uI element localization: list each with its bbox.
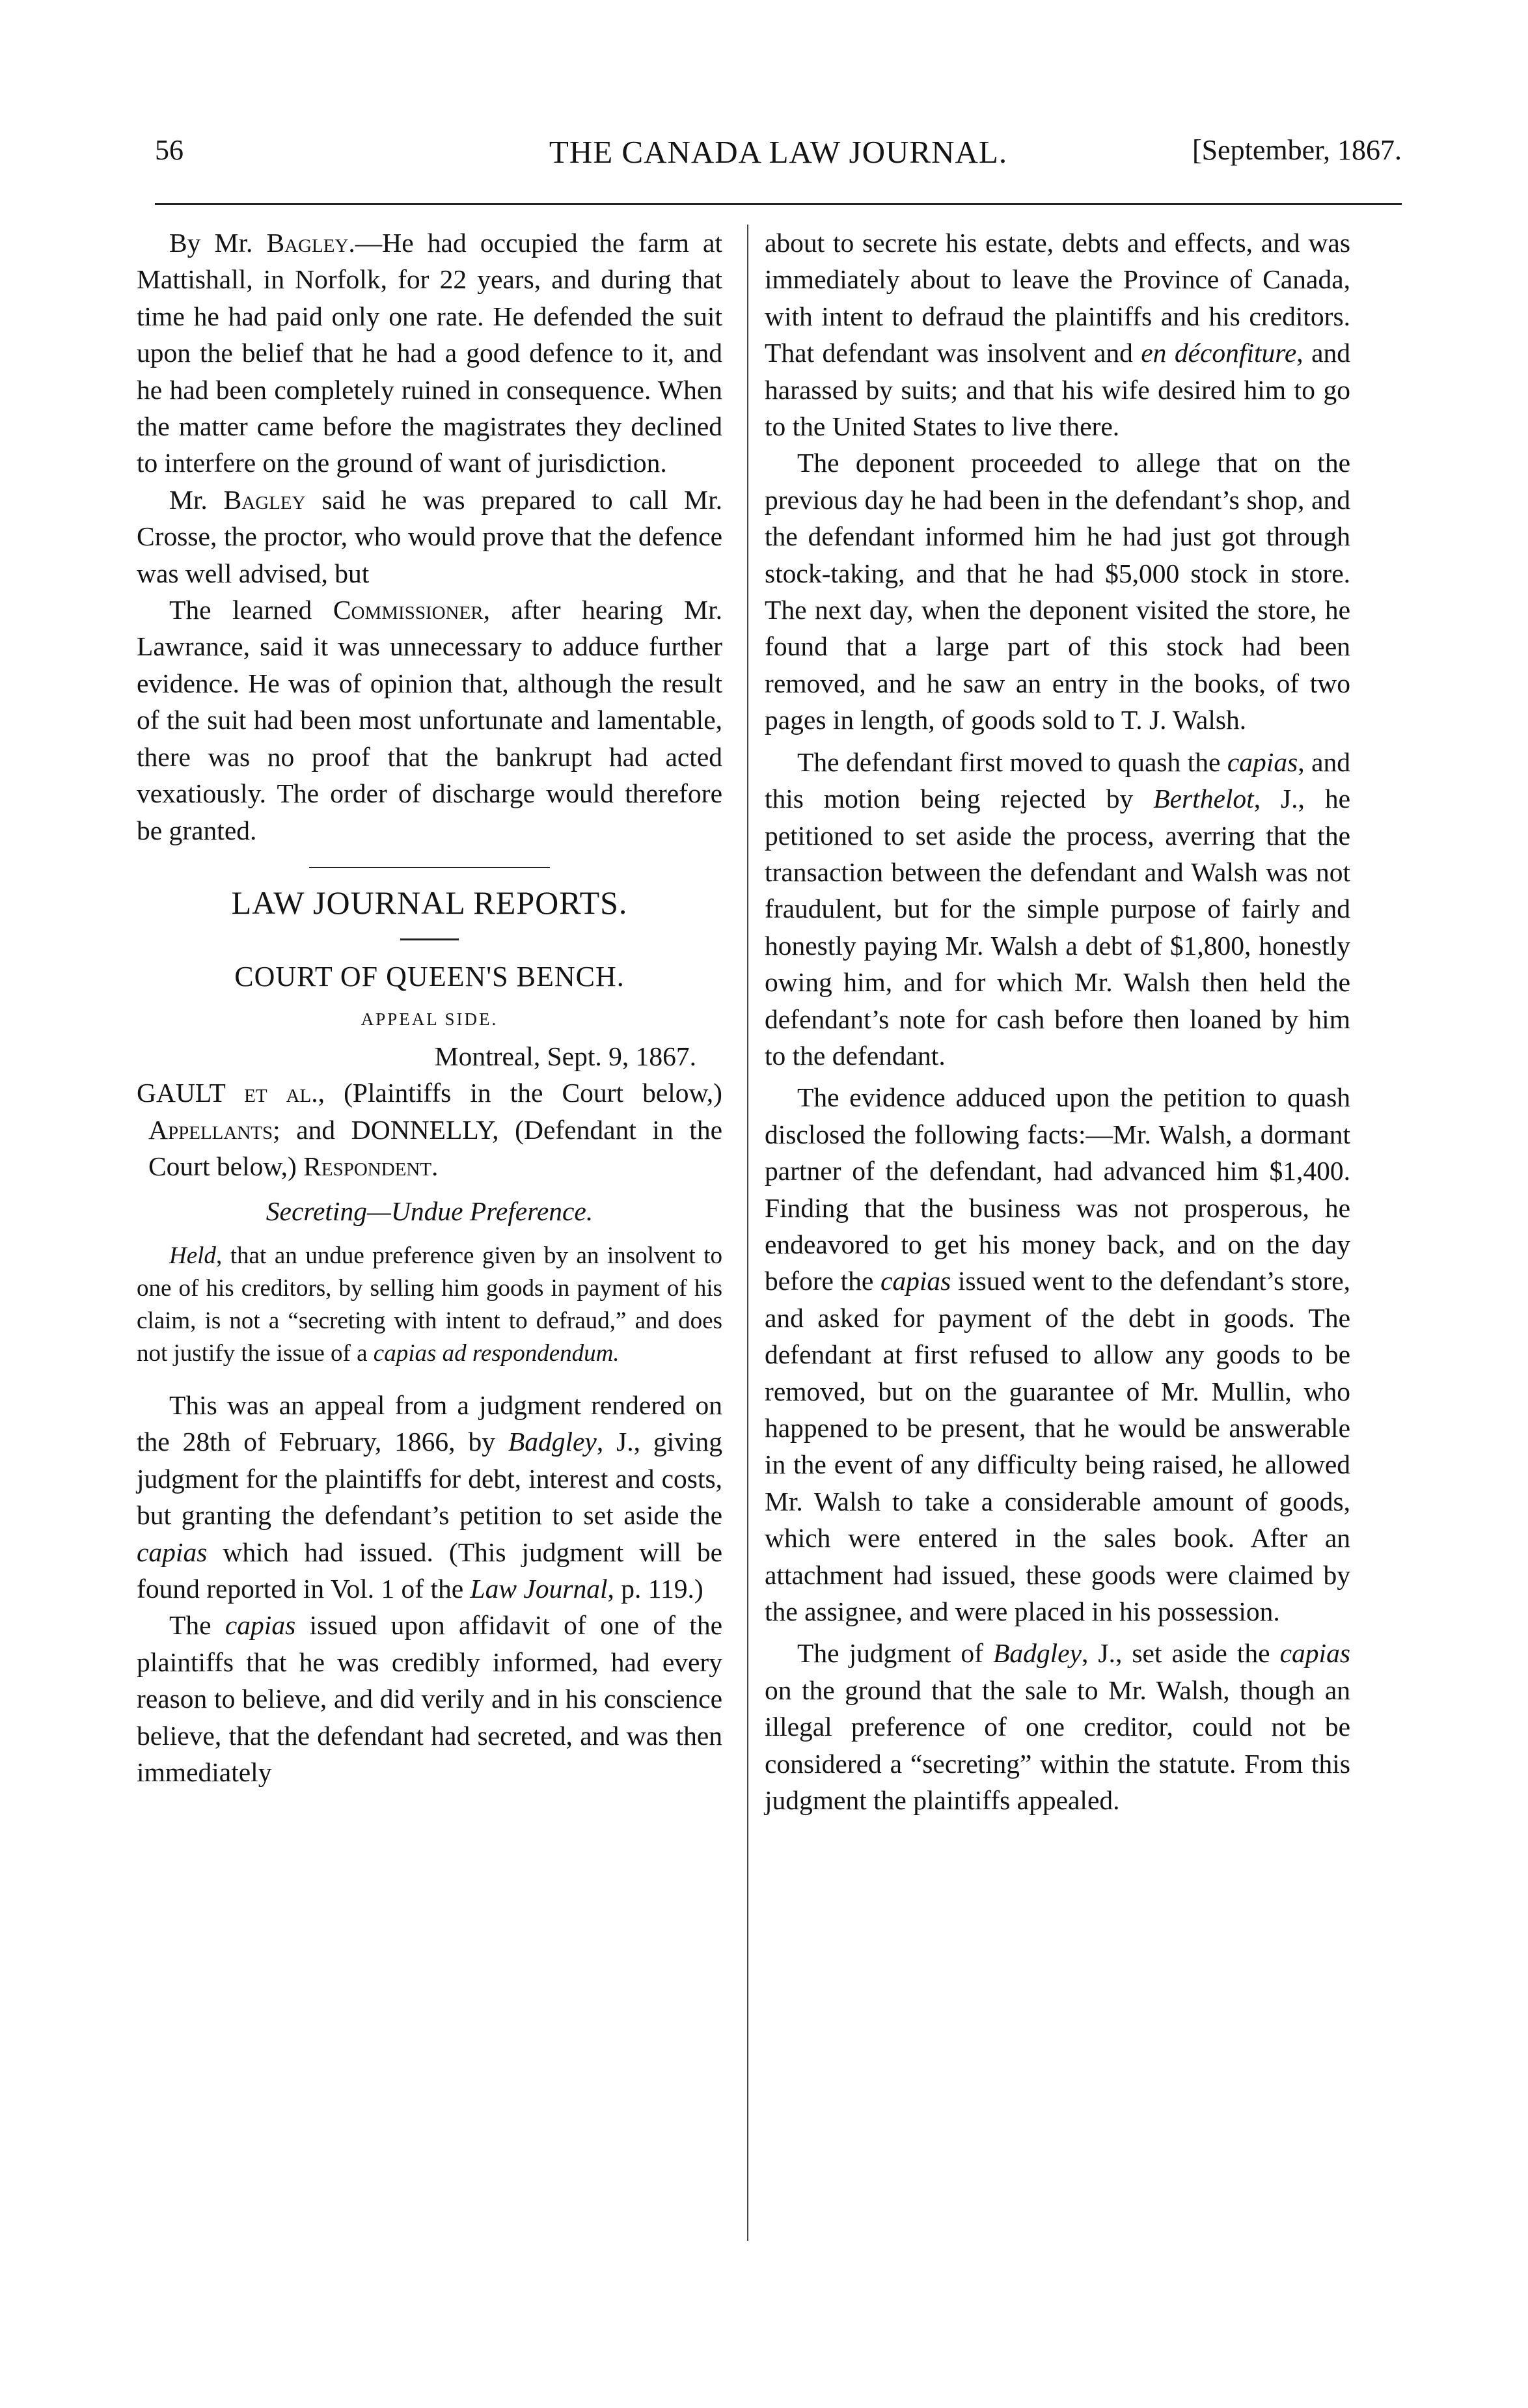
- smallcaps-run: Bagley: [223, 484, 306, 515]
- text-run: The deponent proceeded to allege that on the previous day he had been in the defendant’s shop, and the defendant informed him he had just got through stock-taking, and that he had $5,000 stock in store. The next day, when the deponent visited the store, he found that a large part of this stock had been removed, and he saw an entry in the books, of two pages in length, of goods sold to T. J. Walsh.: [765, 448, 1350, 735]
- paragraph: [137, 1387, 722, 1607]
- text-run: The: [169, 1610, 225, 1641]
- paragraph: [137, 592, 722, 849]
- italic-run: Badgley: [508, 1427, 597, 1457]
- text-run: , J., giving judgment for the plaintiffs for debt, interest and costs, but granting the defendant’s petition to set aside the: [137, 1427, 722, 1531]
- text-run: which had issued. (This judgment will be found reported in Vol. 1 of the: [137, 1537, 722, 1604]
- paragraph: [765, 1079, 1350, 1630]
- text-run: By Mr.: [169, 228, 267, 258]
- text-run: , and harassed by suits; and that his wife desired him to go to the United States to live there.: [765, 338, 1350, 442]
- case-title: [137, 1074, 722, 1184]
- court-heading: COURT OF QUEEN'S BENCH.: [234, 960, 625, 992]
- smallcaps-run: Respondent.: [303, 1151, 439, 1182]
- text-run: , after hearing Mr. Lawrance, said it was unnecessary to adduce further evidence. He was of opinion that, although the result of the suit had been most unfortunate and lamentable, there was no proof that the bankrupt had acted vexatiously. The order of discharge would therefore be granted.: [137, 595, 722, 845]
- text-run: , J., set aside the: [1082, 1638, 1280, 1669]
- text-run: .—He had occupied the farm at Mattishall, in Norfolk, for 22 years, and during that time he had paid only one rate. He defended the suit upon the belief that he had a good defence to it, and he had been completely ruined in consequence. When the matter came before the magistrates they declined to interfere on the ground of want of jurisdiction.: [137, 228, 722, 478]
- text-run: ; and DONNELLY, (Defendant in the Court below,): [148, 1114, 722, 1182]
- column-divider: [747, 225, 748, 2241]
- paragraph: [765, 744, 1350, 1074]
- headnote: [137, 1240, 722, 1370]
- italic-run: capias ad respondendum.: [373, 1339, 620, 1367]
- header-rule: [155, 203, 1402, 205]
- dateline: Montreal, Sept. 9, 1867.: [434, 1041, 696, 1071]
- text-run: This was an appeal from a judgment rendered on the 28th of February, 1866, by: [137, 1389, 722, 1457]
- italic-run: Held: [169, 1242, 216, 1269]
- page-header: [155, 133, 1402, 179]
- smallcaps-run: Commissioner: [333, 595, 484, 625]
- paragraph: [137, 225, 722, 482]
- paragraph: [765, 1635, 1350, 1818]
- text-run: , that an undue preference given by an insolvent to one of his creditors, by selling him goods in payment of his claim, is not a “secreting with intent to defraud,” and does not justify the issue of a: [137, 1242, 722, 1367]
- paragraph: [137, 482, 722, 592]
- issue-date: [September, 1867.: [1192, 134, 1402, 166]
- right-column: [765, 225, 1350, 1818]
- text-run: The learned: [169, 595, 333, 625]
- text-run: The judgment of: [797, 1638, 994, 1669]
- text-run: GAULT: [137, 1078, 245, 1108]
- court-subheading: APPEAL SIDE.: [361, 1009, 498, 1029]
- section-heading: LAW JOURNAL REPORTS.: [231, 884, 628, 921]
- case-topic: Secreting—Undue Preference.: [266, 1196, 593, 1226]
- text-run: about to secrete his estate, debts and effects, and was immediately about to leave the Province of Canada, with intent to defraud the plaintiffs and his creditors. That defendant was insolvent and: [765, 228, 1350, 368]
- italic-run: capias: [1227, 746, 1298, 777]
- smallcaps-run: Appellants: [148, 1114, 273, 1145]
- text-run: The defendant first moved to quash the: [797, 746, 1227, 777]
- italic-run: capias: [1279, 1638, 1350, 1669]
- text-run: on the ground that the sale to Mr. Walsh, though an illegal preference of one creditor, could not be considered a “secreting” within the statute. From this judgment the plaintiffs appealed.: [765, 1675, 1350, 1816]
- italic-run: Badgley: [993, 1638, 1082, 1669]
- italic-run: Berthelot: [1153, 784, 1254, 814]
- left-column: [137, 225, 722, 1790]
- text-run: The evidence adduced upon the petition to quash disclosed the following facts:—Mr. Walsh, a dormant partner of the defendant, had advanced him $1,400. Finding that the business was not prosperous, he endeavored to get his money back, and on the day before the: [765, 1082, 1350, 1296]
- text-run: Mr.: [169, 484, 224, 515]
- paragraph: [137, 1607, 722, 1790]
- italic-run: capias: [137, 1537, 208, 1567]
- text-run: , p. 119.): [607, 1573, 703, 1604]
- page-number: 56: [155, 134, 184, 166]
- text-run: issued upon affidavit of one of the plaintiffs that he was credibly informed, had every reason to believe, and did verily and in his conscience believe, that the defendant had secreted, and was then immediately: [137, 1610, 722, 1787]
- heading-divider: [400, 938, 459, 940]
- text-run: , J., he petitioned to set aside the process, averring that the transaction between the defendant and Walsh was not fraudulent, but for the simple purpose of fairly and honestly paying Mr. Walsh a debt of $1,800, honestly owing him, and for which Mr. Walsh then held the defendant’s note for cash before then loaned by him to the defendant.: [765, 784, 1351, 1071]
- paragraph: [765, 445, 1350, 738]
- italic-run: capias: [225, 1610, 296, 1641]
- italic-run: Law Journal: [470, 1573, 608, 1604]
- smallcaps-run: Bagley: [266, 228, 349, 258]
- smallcaps-run: et al.: [244, 1078, 318, 1108]
- italic-run: capias: [880, 1266, 951, 1296]
- paragraph: [765, 225, 1350, 445]
- text-run: issued went to the defendant’s store, and asked for payment of the debt in goods. The defendant at first refused to allow any goods to be removed, but on the guarantee of Mr. Mullin, who happened to be present, that he would be answerable in the event of any difficulty being raised, he allowed Mr. Walsh to take a considerable amount of goods, which were entered in the sales book. After an attachment had issued, these goods were claimed by the assignee, and were placed in his possession.: [765, 1266, 1350, 1627]
- italic-run: en déconfiture: [1141, 338, 1297, 368]
- text-run: said he was prepared to call Mr. Crosse, the proctor, who would prove that the defence was well advised, but: [137, 484, 722, 588]
- text-run: , (Plaintiffs in the Court below,): [318, 1078, 722, 1108]
- text-run: , and this motion being rejected by: [765, 746, 1350, 814]
- journal-title: THE CANADA LAW JOURNAL.: [549, 134, 1008, 170]
- section-divider: [309, 867, 550, 868]
